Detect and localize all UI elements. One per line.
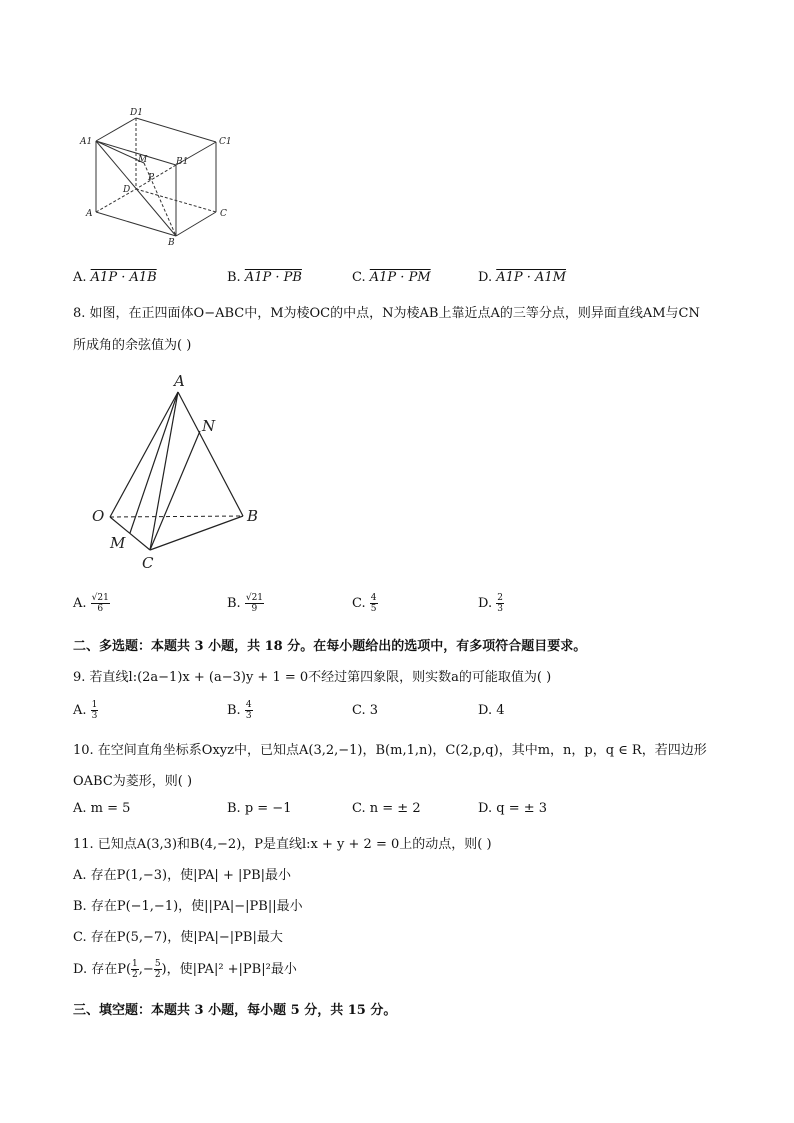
q11-option-b[interactable]: B. 存在P(−1,−1)，使||PA|−|PB||最小: [73, 899, 303, 914]
fraction: $\frac{5}{2}$: [154, 959, 161, 980]
q10-option-a[interactable]: A. m = 5: [73, 801, 131, 816]
q9-option-c[interactable]: C. 3: [352, 703, 379, 718]
fig-label-n: N: [202, 417, 216, 435]
q11-stem: 11. 已知点A(3,3)和B(4,−2)，P是直线l:x + y + 2 = 0上的动点，则( ): [73, 837, 492, 852]
fig-label-a1: A1: [80, 137, 93, 147]
q7-option-c[interactable]: C. A1P · PM: [352, 270, 431, 285]
q9-option-b[interactable]: B. $\frac{4}{3}$: [227, 700, 252, 721]
fig-label-o: O: [92, 507, 105, 525]
q7-option-d[interactable]: D. A1P · A1M: [478, 270, 567, 285]
fig-label-m: M: [110, 534, 126, 552]
fraction: $\frac{4}{5}$: [370, 593, 377, 614]
fig-label-a: A: [174, 372, 185, 390]
q9-option-a[interactable]: A. $\frac{1}{3}$: [73, 700, 98, 721]
q8-option-d[interactable]: D. $\frac{2}{3}$: [478, 593, 503, 614]
fig-label-b1: B1: [176, 157, 189, 167]
fraction: $\frac{1}{3}$: [91, 700, 98, 721]
q10-option-d[interactable]: D. q = ± 3: [478, 801, 548, 816]
section-2-heading: 二、多选题：本题共 3 小题，共 18 分。在每小题给出的选项中，有多项符合题目要求。: [73, 639, 587, 654]
fraction: $\frac{1}{2}$: [132, 959, 138, 980]
q10-stem-line2: OABC为菱形，则( ): [73, 774, 193, 789]
fig-label-c1: C1: [219, 137, 232, 147]
fig-label-m: M: [138, 155, 148, 165]
q10-stem-line1: 10. 在空间直角坐标系Oxyz中，已知点A(3,2,−1)，B(m,1,n)，C(2,p,q)，其中m，n，p，q ∈ R，若四边形: [73, 743, 707, 758]
q9-option-d[interactable]: D. 4: [478, 703, 505, 718]
q8-option-c[interactable]: C. $\frac{4}{5}$: [352, 593, 377, 614]
q7-option-b[interactable]: B. A1P · PB: [227, 270, 302, 285]
q11-option-c[interactable]: C. 存在P(5,−7)，使|PA|−|PB|最大: [73, 930, 283, 945]
fig-label-a: A: [86, 209, 93, 219]
q8-stem-line2: 所成角的余弦值为( ): [73, 338, 192, 353]
fraction: $\frac{√21}{6}$: [91, 593, 109, 614]
q11-option-d[interactable]: D. 存在P( $\frac{1}{2}$ ,− $\frac{5}{2}$ )，使|PA|² +|PB|²最小: [73, 959, 297, 980]
q10-option-c[interactable]: C. n = ± 2: [352, 801, 421, 816]
q7-box-figure: [78, 104, 233, 249]
fraction: $\frac{4}{3}$: [245, 700, 252, 721]
section-3-heading: 三、填空题：本题共 3 小题，每小题 5 分，共 15 分。: [73, 1003, 397, 1018]
fig-label-p: P: [148, 173, 155, 183]
q11-option-a[interactable]: A. 存在P(1,−3)，使|PA| + |PB|最小: [73, 868, 292, 883]
fig-label-c: C: [142, 554, 154, 572]
fig-label-c: C: [220, 209, 227, 219]
fraction: $\frac{2}{3}$: [497, 593, 503, 614]
fraction: $\frac{√21}{9}$: [245, 593, 264, 614]
q10-option-b[interactable]: B. p = −1: [227, 801, 292, 816]
q9-stem: 9. 若直线l:(2a−1)x + (a−3)y + 1 = 0不经过第四象限，则实数a的可能取值为( ): [73, 670, 552, 685]
q8-stem-line1: 8. 如图，在正四面体O−ABC中，M为棱OC的中点，N为棱AB上靠近点A的三等分点，则异面直线AM与CN: [73, 306, 700, 321]
q8-option-a[interactable]: A. $\frac{√21}{6}$: [73, 593, 109, 614]
fig-label-d: D: [123, 185, 131, 195]
fig-label-d1: D1: [130, 108, 143, 118]
q7-option-a[interactable]: A. A1P · A1B: [73, 270, 157, 285]
q8-option-b[interactable]: B. $\frac{√21}{9}$: [227, 593, 264, 614]
fig-label-b: B: [168, 238, 175, 248]
fig-label-b: B: [247, 507, 259, 525]
q8-tetrahedron-figure: [88, 368, 273, 576]
